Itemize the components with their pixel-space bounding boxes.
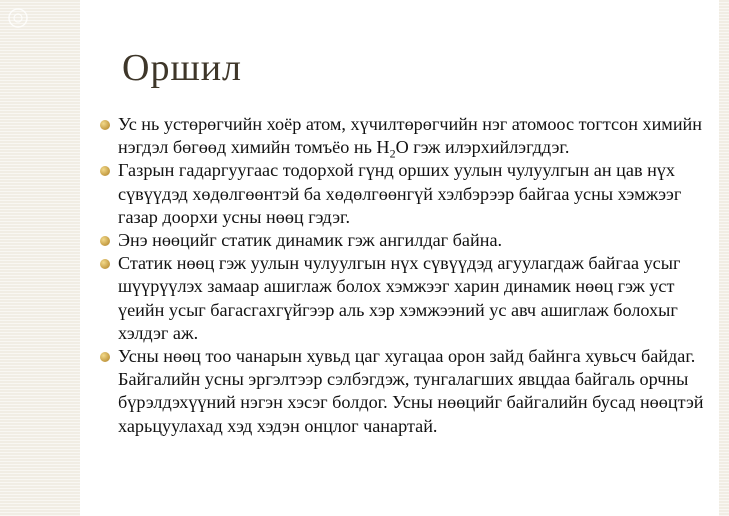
- bullet-text: Газрын гадаргуугаас тодорхой гүнд орших уулын чулуулгын ан цав нүх сүвүүдэд хөдөлгөөнтэй ба хөдөлгөөнгүй хэлбэрээр байгаа усны хэмжээг газар доорхи усны нөөц гэдэг.: [118, 160, 682, 227]
- left-decorative-strip: [0, 0, 80, 516]
- corner-ornament-icon: [6, 6, 46, 46]
- bullet-item: [100, 159, 710, 229]
- slide-title: Оршил: [122, 47, 243, 89]
- bullet-text: Статик нөөц гэж уулын чулуулгын нүх сүвүүдэд агуулагдаж байгаа усыг шүүрүүлэх замаар ашиглаж болох хэмжээг харин динамик нөөц гэж уст үеийн усыг багасгахгүйгээр аль хэр хэмжээний ус авч ашиглаж болохыг хэлдэг аж.: [118, 253, 681, 343]
- bullet-item: [100, 345, 710, 438]
- bullet-dot-icon: [100, 166, 110, 176]
- right-decorative-strip: [719, 0, 729, 516]
- bullet-text: Ус нь устөрөгчийн хоёр атом, хүчилтөрөгчийн нэг атомоос тогтсон химийн нэгдэл бөгөөд химийн томъёо нь H: [118, 114, 703, 158]
- bullet-text: Энэ нөөцийг статик динамик гэж ангилдаг байна.: [118, 230, 503, 251]
- bullet-dot-icon: [100, 120, 110, 130]
- bullet-list: [100, 113, 710, 438]
- bullet-item: [100, 229, 710, 252]
- bullet-dot-icon: [100, 352, 110, 362]
- bullet-item: [100, 252, 710, 345]
- formula-subscript: 2: [389, 146, 396, 161]
- bullet-dot-icon: [100, 259, 110, 269]
- bullet-dot-icon: [100, 236, 110, 246]
- bullet-text-end: O гэж илэрхийлэгддэг.: [395, 137, 570, 158]
- bullet-item: [100, 113, 710, 159]
- bullet-text: Усны нөөц тоо чанарын хувьд цаг хугацаа орон зайд байнга хувьсч байдаг. Байгалийн усны эргэлтээр сэлбэгдэж, тунгалагшиx явцдаа байгаль орчны бүрэлдэхүүний нэгэн хэсэг болдог. Усны нөөцийг байгалийн бусад нөөцтэй харьцуулахад хэд хэдэн онцлог чанартай.: [118, 346, 704, 436]
